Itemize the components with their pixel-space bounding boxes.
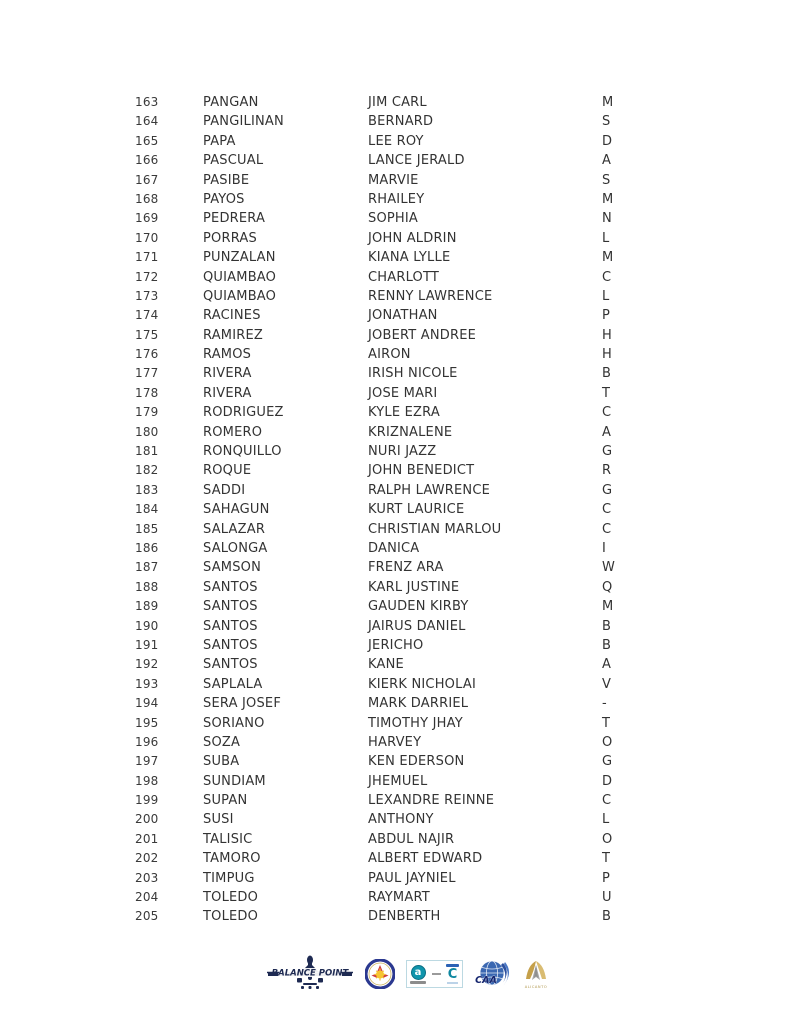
middle-initial: O xyxy=(602,734,613,750)
last-name: SUPAN xyxy=(203,793,248,809)
row-number: 163 xyxy=(135,95,159,109)
row-number: 178 xyxy=(135,385,159,400)
caa-logo xyxy=(474,959,510,990)
first-name: KURT LAURICE xyxy=(368,502,465,518)
middle-initial: M xyxy=(602,599,614,615)
table-row xyxy=(135,539,695,558)
table-row xyxy=(135,714,695,733)
table-row xyxy=(135,287,695,306)
middle-initial: C xyxy=(602,521,612,537)
first-name: SOPHIA xyxy=(368,211,419,227)
middle-initial: O xyxy=(602,831,613,847)
table-row xyxy=(135,423,695,442)
alicanto-logo xyxy=(521,958,551,990)
middle-initial: P xyxy=(602,308,611,324)
middle-initial: S xyxy=(602,172,611,188)
first-name: FRENZ ARA xyxy=(368,560,444,576)
row-number: 194 xyxy=(135,696,159,711)
last-name: SUNDIAM xyxy=(203,773,266,789)
row-number: 204 xyxy=(135,890,159,905)
table-row xyxy=(135,190,695,209)
table-row xyxy=(135,655,695,674)
last-name: SORIANO xyxy=(203,715,265,731)
first-name: KANE xyxy=(368,657,404,673)
last-name: RIVERA xyxy=(203,366,252,382)
last-name: SOZA xyxy=(203,734,241,750)
last-name: PAYOS xyxy=(203,191,245,207)
middle-initial: C xyxy=(602,269,612,285)
balance-point-label: BALANCE POINT xyxy=(271,968,349,979)
last-name: PASIBE xyxy=(203,172,250,188)
table-row xyxy=(135,268,695,287)
table-row xyxy=(135,248,695,267)
first-name: IRISH NICOLE xyxy=(368,366,458,382)
middle-initial: T xyxy=(602,851,611,867)
first-name: MARK DARRIEL xyxy=(368,696,469,712)
middle-initial: V xyxy=(602,676,612,692)
caa-label: CAA xyxy=(475,974,497,986)
last-name: PORRAS xyxy=(203,230,257,246)
last-name: PANGILINAN xyxy=(203,114,284,130)
last-name: RACINES xyxy=(203,308,261,324)
first-name: LEXANDRE REINNE xyxy=(368,793,495,809)
middle-initial: R xyxy=(602,463,612,479)
last-name: RIVERA xyxy=(203,385,252,401)
table-row xyxy=(135,384,695,403)
row-number: 193 xyxy=(135,676,159,691)
last-name: SALAZAR xyxy=(203,521,266,537)
row-number: 175 xyxy=(135,327,159,342)
first-name: ABDUL NAJIR xyxy=(368,831,455,847)
last-name: SAMSON xyxy=(203,560,262,576)
first-name: ANTHONY xyxy=(368,812,434,828)
row-number: 188 xyxy=(135,579,159,594)
middle-initial: A xyxy=(602,657,612,673)
middle-initial: C xyxy=(602,793,612,809)
table-row xyxy=(135,345,695,364)
first-name: CHARLOTT xyxy=(368,269,440,285)
middle-initial: - xyxy=(602,696,607,712)
table-row xyxy=(135,93,695,112)
first-name: JOBERT ANDREE xyxy=(368,327,477,343)
last-name: QUIAMBAO xyxy=(203,269,277,285)
row-number: 171 xyxy=(135,250,159,265)
alicanto-label: ALICANTO xyxy=(524,985,548,989)
philippine-seal-logo xyxy=(365,959,395,989)
last-name: SERA JOSEF xyxy=(203,696,282,712)
table-row xyxy=(135,229,695,248)
middle-initial: B xyxy=(602,366,612,382)
philippine-seal-icon xyxy=(365,959,395,989)
table-row xyxy=(135,733,695,752)
row-number: 182 xyxy=(135,463,159,478)
row-number: 172 xyxy=(135,269,159,284)
first-name: MARVIE xyxy=(368,172,419,188)
first-name: GAUDEN KIRBY xyxy=(368,599,469,615)
row-number: 176 xyxy=(135,347,159,362)
row-number: 185 xyxy=(135,521,159,536)
last-name: ROMERO xyxy=(203,424,263,440)
first-name: KYLE EZRA xyxy=(368,405,440,421)
last-name: SUBA xyxy=(203,754,240,770)
row-number: 189 xyxy=(135,599,159,614)
first-name: PAUL JAYNIEL xyxy=(368,870,456,886)
table-row xyxy=(135,209,695,228)
last-name: RAMIREZ xyxy=(203,327,264,343)
table-row xyxy=(135,520,695,539)
first-name: KIANA LYLLE xyxy=(368,250,451,266)
middle-initial: H xyxy=(602,327,612,343)
row-number: 179 xyxy=(135,405,159,420)
first-name: DENBERTH xyxy=(368,909,441,925)
first-name: RAYMART xyxy=(368,890,430,906)
middle-initial: L xyxy=(602,288,610,304)
alicanto-bird-icon xyxy=(523,958,549,984)
row-number: 181 xyxy=(135,444,159,459)
last-name: PUNZALAN xyxy=(203,250,276,266)
last-name: SANTOS xyxy=(203,618,258,634)
row-number: 186 xyxy=(135,540,159,555)
last-name: SANTOS xyxy=(203,637,258,653)
last-name: TIMPUG xyxy=(203,870,255,886)
table-row xyxy=(135,171,695,190)
row-number: 190 xyxy=(135,618,159,633)
row-number: 187 xyxy=(135,560,159,575)
middle-initial: T xyxy=(602,385,611,401)
last-name: SANTOS xyxy=(203,599,258,615)
table-row xyxy=(135,849,695,868)
last-name: PAPA xyxy=(203,133,236,149)
first-name: ALBERT EDWARD xyxy=(368,851,483,867)
row-number: 205 xyxy=(135,909,159,924)
first-name: JERICHO xyxy=(368,637,424,653)
row-number: 166 xyxy=(135,153,159,168)
row-number: 203 xyxy=(135,870,159,885)
accreditation-c-subcaption xyxy=(447,982,458,984)
row-number: 197 xyxy=(135,754,159,769)
table-row xyxy=(135,364,695,383)
first-name: KARL JUSTINE xyxy=(368,579,460,595)
last-name: SALONGA xyxy=(203,540,268,556)
last-name: RONQUILLO xyxy=(203,444,282,460)
accreditation-a-caption xyxy=(410,981,426,984)
first-name: DANICA xyxy=(368,540,420,556)
middle-initial: L xyxy=(602,812,610,828)
first-name: JOHN BENEDICT xyxy=(368,463,475,479)
first-name: JIM CARL xyxy=(368,95,427,110)
middle-initial: U xyxy=(602,890,612,906)
table-row xyxy=(135,810,695,829)
row-number: 170 xyxy=(135,230,159,245)
table-row xyxy=(135,132,695,151)
balance-point-logo xyxy=(266,955,354,993)
middle-initial: H xyxy=(602,347,612,363)
first-name: TIMOTHY JHAY xyxy=(368,715,463,731)
middle-initial: B xyxy=(602,909,612,925)
row-number: 165 xyxy=(135,133,159,148)
first-name: KEN EDERSON xyxy=(368,754,465,770)
row-number: 173 xyxy=(135,288,159,303)
middle-initial: Q xyxy=(602,579,613,595)
table-row xyxy=(135,694,695,713)
last-name: SADDI xyxy=(203,482,246,498)
middle-initial: A xyxy=(602,424,612,440)
row-number: 180 xyxy=(135,424,159,439)
row-number: 191 xyxy=(135,637,159,652)
middle-initial: M xyxy=(602,95,614,110)
row-number: 169 xyxy=(135,211,159,226)
accreditation-a-letter: a xyxy=(411,965,426,980)
table-row xyxy=(135,888,695,907)
table-row xyxy=(135,306,695,325)
table-row xyxy=(135,403,695,422)
table-row xyxy=(135,830,695,849)
table-row xyxy=(135,752,695,771)
last-name: SANTOS xyxy=(203,657,258,673)
first-name: JAIRUS DANIEL xyxy=(368,618,466,634)
middle-initial: M xyxy=(602,250,614,266)
first-name: RALPH LAWRENCE xyxy=(368,482,491,498)
middle-initial: G xyxy=(602,754,613,770)
dash-separator-icon xyxy=(432,973,441,975)
row-number: 183 xyxy=(135,482,159,497)
middle-initial: S xyxy=(602,114,611,130)
roster-list xyxy=(135,93,695,927)
row-number: 167 xyxy=(135,172,159,187)
middle-initial: B xyxy=(602,618,612,634)
table-row xyxy=(135,500,695,519)
first-name: LANCE JERALD xyxy=(368,153,465,169)
last-name: ROQUE xyxy=(203,463,252,479)
row-number: 199 xyxy=(135,793,159,808)
row-number: 198 xyxy=(135,773,159,788)
row-number: 164 xyxy=(135,114,159,129)
last-name: SAPLALA xyxy=(203,676,263,692)
row-number: 202 xyxy=(135,851,159,866)
first-name: KRIZNALENE xyxy=(368,424,453,440)
last-name: RODRIGUEZ xyxy=(203,405,284,421)
table-row xyxy=(135,151,695,170)
last-name: PEDRERA xyxy=(203,211,266,227)
table-row xyxy=(135,558,695,577)
middle-initial: P xyxy=(602,870,611,886)
table-row xyxy=(135,907,695,926)
table-row xyxy=(135,617,695,636)
last-name: SAHAGUN xyxy=(203,502,270,518)
first-name: LEE ROY xyxy=(368,133,424,149)
middle-initial: C xyxy=(602,405,612,421)
caa-globe-icon xyxy=(474,959,510,990)
last-name: PANGAN xyxy=(203,95,259,110)
first-name: NURI JAZZ xyxy=(368,444,437,460)
row-number: 177 xyxy=(135,366,159,381)
accreditation-a-mark xyxy=(410,965,426,984)
first-name: BERNARD xyxy=(368,114,434,130)
row-number: 174 xyxy=(135,308,159,323)
middle-initial: T xyxy=(602,715,611,731)
middle-initial: I xyxy=(602,540,607,556)
row-number: 184 xyxy=(135,502,159,517)
table-row xyxy=(135,578,695,597)
last-name: SUSI xyxy=(203,812,234,828)
middle-initial: G xyxy=(602,482,613,498)
footer-logo-strip xyxy=(0,948,791,1000)
first-name: RHAILEY xyxy=(368,191,425,207)
row-number: 195 xyxy=(135,715,159,730)
last-name: TAMORO xyxy=(203,851,261,867)
first-name: JHEMUEL xyxy=(368,773,428,789)
row-number: 200 xyxy=(135,812,159,827)
middle-initial: D xyxy=(602,133,613,149)
table-row xyxy=(135,675,695,694)
last-name: TOLEDO xyxy=(203,890,259,906)
middle-initial: C xyxy=(602,502,612,518)
middle-initial: B xyxy=(602,637,612,653)
last-name: RAMOS xyxy=(203,347,252,363)
table-row xyxy=(135,481,695,500)
first-name: JOHN ALDRIN xyxy=(368,230,457,246)
first-name: CHRISTIAN MARLOU xyxy=(368,521,502,537)
middle-initial: M xyxy=(602,191,614,207)
middle-initial: D xyxy=(602,773,613,789)
last-name: TALISIC xyxy=(203,831,253,847)
accreditation-box xyxy=(406,960,463,988)
last-name: PASCUAL xyxy=(203,153,264,169)
middle-initial: N xyxy=(602,211,612,227)
last-name: TOLEDO xyxy=(203,909,259,925)
first-name: RENNY LAWRENCE xyxy=(368,288,493,304)
row-number: 192 xyxy=(135,657,159,672)
table-row xyxy=(135,442,695,461)
first-name: KIERK NICHOLAI xyxy=(368,676,476,692)
table-row xyxy=(135,869,695,888)
row-number: 196 xyxy=(135,734,159,749)
table-row xyxy=(135,326,695,345)
first-name: JONATHAN xyxy=(368,308,438,324)
last-name: SANTOS xyxy=(203,579,258,595)
first-name: HARVEY xyxy=(368,734,422,750)
last-name: QUIAMBAO xyxy=(203,288,277,304)
accreditation-c-mark xyxy=(446,964,459,983)
middle-initial: L xyxy=(602,230,610,246)
row-number: 201 xyxy=(135,831,159,846)
row-number: 168 xyxy=(135,191,159,206)
table-row xyxy=(135,112,695,131)
middle-initial: W xyxy=(602,560,616,576)
airplane-icon xyxy=(266,955,354,993)
table-row xyxy=(135,772,695,791)
first-name: JOSE MARI xyxy=(368,385,438,401)
middle-initial: G xyxy=(602,444,613,460)
middle-initial: A xyxy=(602,153,612,169)
table-row xyxy=(135,461,695,480)
accreditation-c-letter: C xyxy=(447,966,458,982)
table-row xyxy=(135,791,695,810)
first-name: AIRON xyxy=(368,347,411,363)
table-row xyxy=(135,597,695,616)
table-row xyxy=(135,636,695,655)
